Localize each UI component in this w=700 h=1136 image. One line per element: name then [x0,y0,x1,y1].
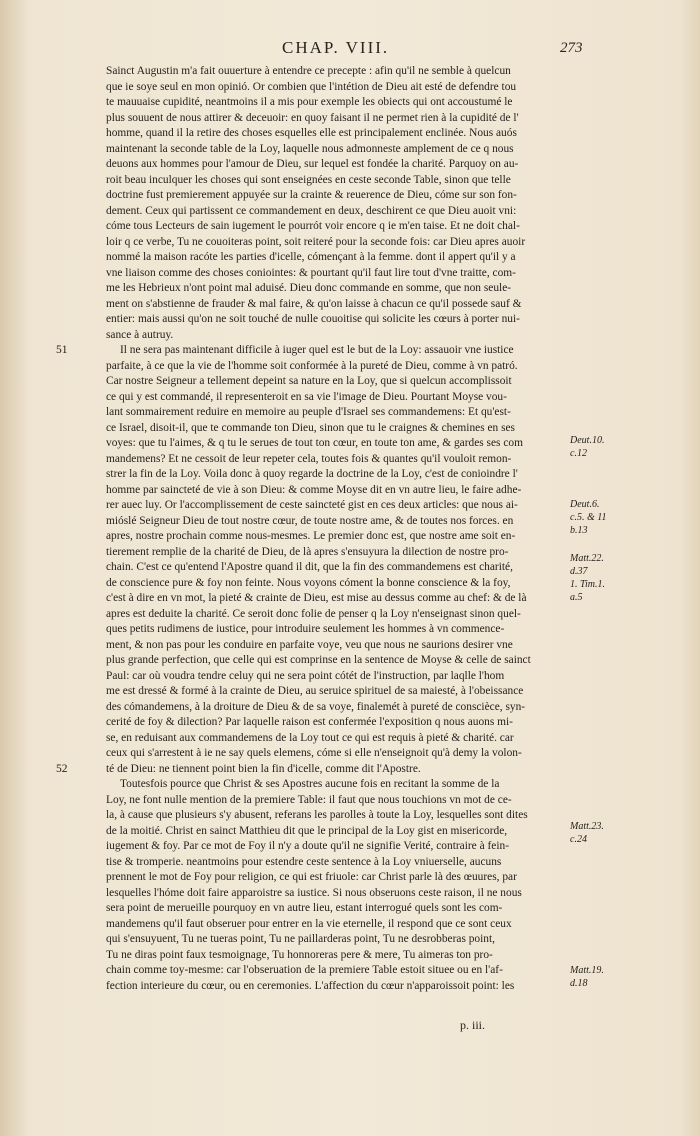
text-line: cóme tous Lecteurs de sain iugement le pourrót voir encore q ie m'en taise. Et ne doit chal- [106,220,520,232]
text-line: cerité de foy & dilection? Par laquelle raison est confermée l'exposition q nous auons mi- [106,716,513,728]
text-line: mandemens? Et ne cessoit de leur repeter cela, toutes fois & quantes qu'il vouloit remon- [106,452,512,465]
text-line: Tu ne diras point faux tesmoignage, Tu honnoreras pere & mere, Tu aimeras ton pro- [106,948,493,961]
section-number: 51 [56,344,68,356]
text-line: nommé la maison racóte les parties d'icelle, cómençant à la femme. dont il appert qu'il y a [106,251,516,263]
text-line: Car nostre Seigneur a tellement depeint sa nature en la Loy, que si quelcun accomplissoit [106,375,512,387]
text-line: voyes: que tu l'aimes, & q tu le serues de tout ton cœur, en toute ton ame, & gardes ses com [106,437,523,449]
signature-mark: p. iii. [460,1018,486,1032]
text-line: Toutesfois pource que Christ & ses Apostres aucune fois en recitant la somme de la [120,778,500,790]
text-line: tise & tromperie. neantmoins pour estendre ceste sentence à la Loy vniuerselle, aucuns [106,855,502,868]
text-line: Il ne sera pas maintenant difficile à iuger quel est le but de la Loy: assauoir vne iustice [120,344,514,356]
text-line: ce qui y est commandé, il representeroit en sa vie l'image de Dieu. Pourtant Moyse vou- [106,390,507,403]
text-line: ce Israel, disoit-il, que te commande ton Dieu, sinon que tu le craignes & chemines en ses [106,421,515,434]
text-line: de la moitié. Christ en sainct Matthieu dit que le principal de la Loy gist en misericorde, [106,824,508,837]
margin-note: Matt.22. d.37 [570,553,604,577]
text-line: strer la fin de la Loy. Voila donc à quoy regarde la doctrine de la Loy, c'est de conioindre l' [106,468,518,480]
text-line: deuons aux hommes pour l'amour de Dieu, sur lequel est fondée la charité. Parquoy on au- [106,158,519,170]
chapter-heading: CHAP. VIII. [282,38,390,57]
text-line: te mauuaise cupidité, neantmoins il a mis pour exemple les obiects qui ont accoustumé le [106,96,513,108]
text-line: fection interieure du cœur, ou en ceremonies. L'affection du cœur n'apparoissoit point: les [106,979,515,992]
text-line: lant sommairement reduire en memoire au peuple d'Israel ses commandemens: Et qu'est- [106,406,511,418]
text-line: chain. C'est ce qu'entend l'Apostre quand il dit, que la fin des commandemens est charité, [106,561,513,573]
text-line: entier: mais aussi qu'on ne soit touché de nulle couoitise qui solicite les cœurs à porter nui- [106,313,520,325]
text-line: ment on s'abstienne de frauder & mal faire, & qu'on laisse à chacun ce qu'il possede sauf & [106,297,522,310]
text-line: doctrine fust premierement appuyée sur la crainte & reuerence de Dieu, cóme sur son fon- [106,189,517,201]
body-text [106,64,568,994]
text-line: iugement & foy. Par ce mot de Foy il n'y a doute qu'il ne signifie Verité, contraire à fein- [106,840,509,852]
section-number: 52 [56,763,68,775]
running-head [0,38,700,62]
text-line: Loy, ne font nulle mention de la premiere Table: il faut que nous touchions vn mot de ce- [106,793,512,806]
text-line: que ie soye seul en mon opinió. Or combien que l'intétion de Dieu ait esté de defendre tou [106,80,517,93]
margin-note: Matt.19. d.18 [570,965,604,989]
text-line: sera point de merueille pourquoy en vn autre lieu, estant interrogué quels sont les com- [106,902,503,914]
text-line: ques petits rudimens de iustice, pour introduire seulement les hommes à vn commence- [106,623,505,635]
text-line: lesquelles l'hóme doit faire apparoistre sa iustice. Si nous obseruons ceste raison, il ne nous [106,886,522,899]
text-line: chain comme toy-mesme: car l'obseruation de la premiere Table estoit situee ou en l'af- [106,964,503,976]
text-line: Paul: car où voudra tendre celuy qui ne sera point cótét de l'instruction, par laqlle l'hom [106,669,505,682]
text-line: prennent le mot de Foy pour religion, ce qui est friuole: car Christ parle là des œuures, par [106,871,517,883]
text-line: sance à autruy. [106,328,174,341]
text-line: vne liaison comme des choses coniointes: & pourtant qu'il faut lire tout d'vne traitte, com- [106,266,516,279]
text-line: mióslé Seigneur Dieu de tout nostre cœur, de toute nostre ame, & de toutes nos forces. en [106,514,514,527]
text-line: mandemens qu'il faut obseruer pour entrer en la vie eternelle, il respond que ce sont ceux [106,917,512,930]
margin-note: Matt.23. c.24 [570,821,604,845]
text-line: maintenant la seconde table de la Loy, laquelle nous admonneste amplement de ce q nous [106,142,514,155]
margin-note: Deut.10. c.12 [570,435,605,459]
text-line: roit beau inculquer les choses qui sont enseignées en ceste seconde Table, sinon que telle [106,173,511,186]
text-line: homme par saincteté de vie à son Dieu: & comme Moyse dit en vn autre lieu, le faire adhe- [106,483,522,496]
text-line: ment, & non pas pour les conduire en parfaite voye, veu que nous ne saurions desirer vne [106,638,513,651]
text-line: des cómandemens, à la droiture de Dieu & de sa voye, finalemét à pureté de conscièce, syn- [106,700,526,713]
text-line: c'est à dire en vn mot, la pieté & crainte de Dieu, est mise au dessus comme au chef: & de là [106,592,527,604]
text-line: plus souuent de nous attirer & deceuoir: en quoy faisant il ne permet rien à la cupidité de l' [106,111,519,124]
text-line: dement. Ceux qui partissent ce commandement en deux, deschirent ce que Dieu auoit vni: [106,204,517,217]
text-line: apres est deduite la charité. Ce seroit donc folie de penser q la Loy n'enseignast sinon quel- [106,607,521,620]
text-line: me les Hebrieux n'ont point mal aduisé. Dieu donc commande en somme, que non seule- [106,282,512,294]
text-line: loir q ce verbe, Tu ne couoiteras point, soit reiteré pour la seconde fois: car Dieu apres auoir [106,235,526,248]
page-number: 273 [560,40,583,56]
text-line: me est dressé & formé à la crainte de Dieu, au seruice spirituel de sa maiesté, à l'obeissance [106,685,524,697]
text-line: de conscience pure & foy non feinte. Nous voyons cóment la bonne conscience & la foy, [106,576,511,589]
text-line: té de Dieu: ne tiennent point bien la fin d'icelle, comme dit l'Apostre. [106,762,421,775]
text-line: se, en reduisant aux commandemens de la Loy tout ce qui est requis à pieté & charité. car [106,731,514,744]
text-line: parfaite, à ce que la vie de l'homme soit conformée à la pureté de Dieu, comme à vn patró. [106,359,518,372]
text-line: rer auec luy. Or l'accomplissement de ceste saincteté gist en ces deux articles: que nous ai- [106,499,518,511]
text-line: la, à cause que plusieurs s'y abusent, referans les parolles à toute la Loy, lesquelles sont dites [106,809,528,821]
text-line: tierement remplie de la charité de Dieu, de là apres s'ensuyura la dilection de nostre pro- [106,545,509,558]
margin-note: 1. Tim.1. a.5 [570,579,606,603]
text-line: homme, quand il la retire des choses esquelles elle est principalement enclinée. Nous auós [106,127,517,139]
margin-note: Deut.6. c.5. & 11 b.13 [570,499,607,536]
text-line: apres, nostre prochain comme nous-mesmes. Le premier donc est, que nostre ame soit en- [106,530,516,542]
text-line: plus grande perfection, que celle qui est comprinse en la sentence de Moyse & celle de sainct [106,654,531,666]
text-line: ceux qui s'arrestent à ie ne say quels elemens, cóme si elle n'enseignoit qu'à demy la volon- [106,747,522,759]
text-line: Sainct Augustin m'a fait ouuerture à entendre ce precepte : afin qu'il ne semble à quelcun [106,65,511,77]
text-line: qui s'ensuyuent, Tu ne tueras point, Tu ne paillarderas point, Tu ne desrobberas point, [106,933,495,945]
